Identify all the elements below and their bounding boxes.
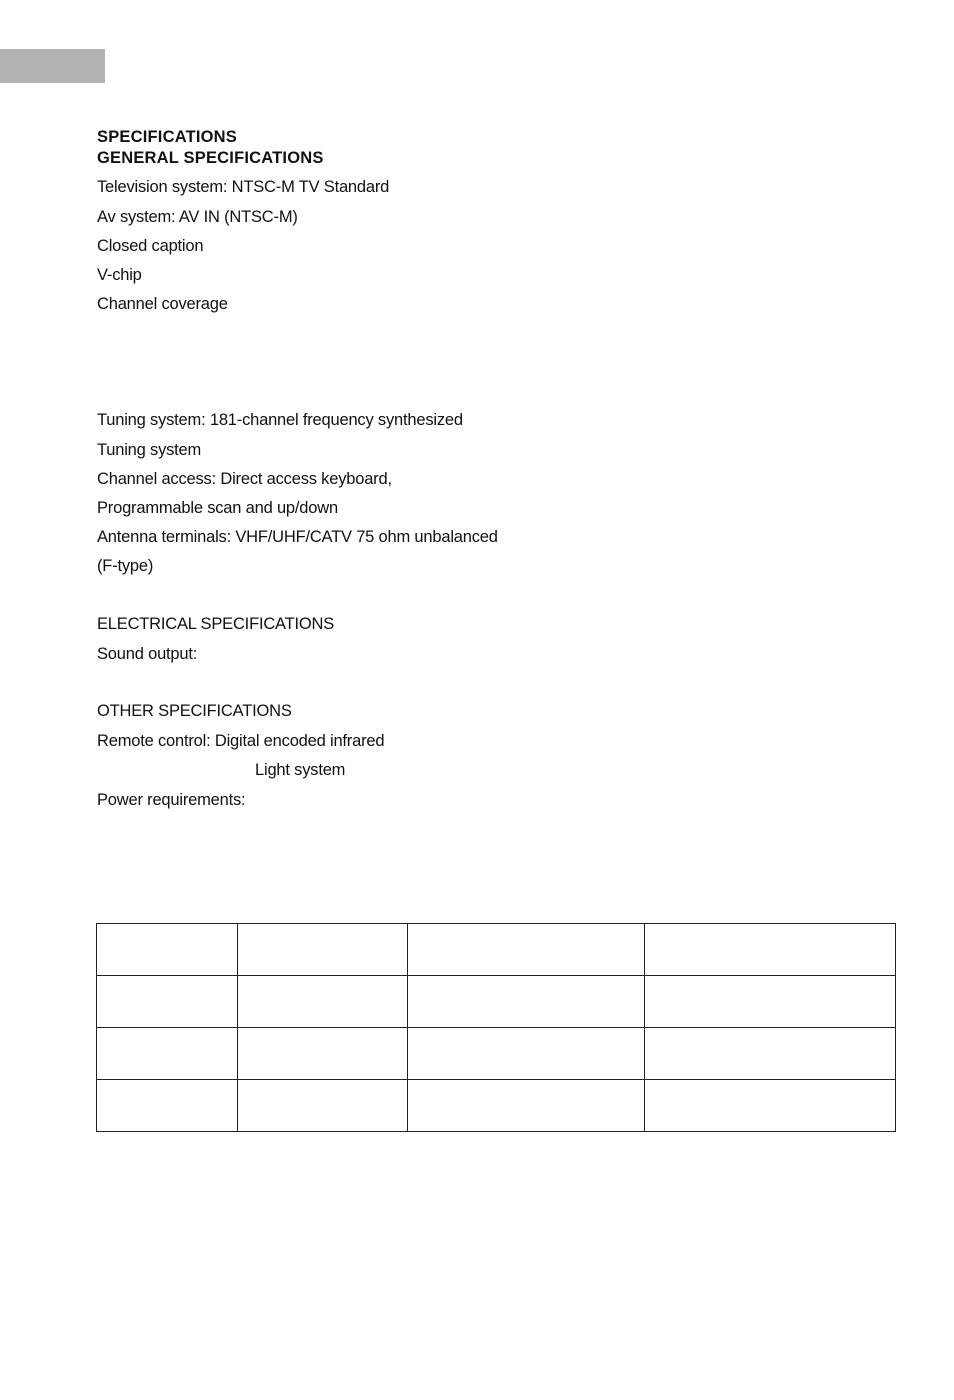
table-cell [408,1080,645,1132]
light-system-line: Light system [255,761,346,779]
table-row [97,924,896,976]
other-specifications-heading: OTHER SPECIFICATIONS [97,702,292,720]
table-cell [408,1028,645,1080]
television-system-line: Television system: NTSC-M TV Standard [97,178,390,196]
table-cell [97,1028,238,1080]
table-cell [97,924,238,976]
table-cell [238,1080,408,1132]
electrical-specifications-heading: ELECTRICAL SPECIFICATIONS [97,615,335,633]
table-cell [645,1028,896,1080]
table-cell [645,924,896,976]
table-cell [408,924,645,976]
page-tab-marker [0,49,105,83]
v-chip-line: V-chip [97,266,142,284]
table-cell [238,1028,408,1080]
table-cell [408,976,645,1028]
table-cell [645,976,896,1028]
table-cell [238,924,408,976]
programmable-scan-line: Programmable scan and up/down [97,499,338,517]
table-cell [645,1080,896,1132]
power-requirements-line: Power requirements: [97,791,246,809]
av-system-line: Av system: AV IN (NTSC-M) [97,208,298,226]
f-type-line: (F-type) [97,557,154,575]
table-row [97,1080,896,1132]
table-cell [97,976,238,1028]
specifications-table [96,923,896,1132]
table-row [97,1028,896,1080]
remote-control-line: Remote control: Digital encoded infrared [97,732,385,750]
table-cell [97,1080,238,1132]
channel-access-line: Channel access: Direct access keyboard, [97,470,392,488]
closed-caption-line: Closed caption [97,237,204,255]
table-row [97,976,896,1028]
antenna-terminals-line: Antenna terminals: VHF/UHF/CATV 75 ohm unbalanced [97,528,498,546]
general-specifications-heading: GENERAL SPECIFICATIONS [97,149,324,167]
tuning-system-line-2: Tuning system [97,441,202,459]
table-cell [238,976,408,1028]
sound-output-line: Sound output: [97,645,198,663]
specifications-title: SPECIFICATIONS [97,128,238,146]
channel-coverage-line: Channel coverage [97,295,228,313]
tuning-system-line: Tuning system: 181-channel frequency synthesized [97,411,463,429]
